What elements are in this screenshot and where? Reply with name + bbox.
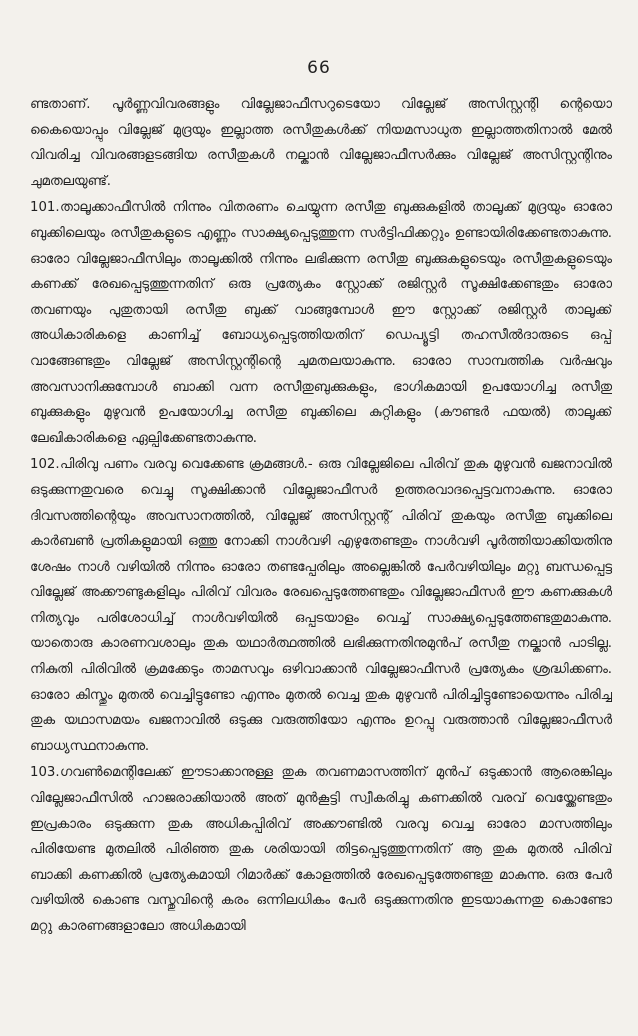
paragraph-101	[30, 195, 612, 451]
page-number: 66	[307, 58, 331, 78]
paragraph-number: 103.	[30, 765, 60, 781]
paragraph-number: 101.	[30, 200, 60, 216]
page-body	[30, 92, 612, 1026]
paragraph-103	[30, 760, 612, 939]
paragraph-text: ണ്ടതാണ്. പൂർണ്ണവിവരങ്ങളും വില്ലേജാഫീസറുടെയോ വില്ലേജ് അസിസ്റ്റന്റി ന്റെയൊ കൈയൊപ്പും വില്ലേജ് മുദ്രയും ഇല്ലാത്ത രസീതുകൾക്ക് നിയമസാധുത ഇല്ലാത്തതിനാൽ മേൽ വിവരിച്ച വിവരങ്ങളടങ്ങിയ രസീതുകൾ നല്കാൻ വില്ലേജാഫീസർക്കും വില്ലേജ് അസിസ്റ്റന്റിനും ചുമതലയുണ്ട്.	[30, 97, 612, 189]
paragraph-text: പിരിവു പണം വരവു വെക്കേണ്ട ക്രമങ്ങൾ.- ഒരു വില്ലേജിലെ പിരിവ് തുക മുഴുവൻ ഖജനാവിൽ ഒടുക്കുന്നതുവരെ വെച്ചു സൂക്ഷിക്കാൻ വില്ലേജാഫീസർ ഉത്തരവാദപ്പെട്ടവനാകുന്നു. ഓരോ ദിവസത്തിന്റെയും അവസാനത്തിൽ, വില്ലേജ് അസിസ്റ്റന്റ് പിരിവ് തുകയും രസീതു ബുക്കിലെ കാർബൺ പ്രതികളുമായി ഒത്തു നോക്കി നാൾവഴി എഴുതേണ്ടതും നാൾവഴി പൂർത്തിയാക്കിയതിനു ശേഷം നാൾ വഴിയിൽ നിന്നും ഓരോ തണ്ടപ്പേരിലും അല്ലെങ്കിൽ പേർവഴിയിലും മറ്റു ബന്ധപ്പെട്ട വില്ലേജ് അക്കൗണ്ടുകളിലും പിരിവ് വിവരം രേഖപ്പെടുത്തേണ്ടതും വില്ലേജാഫീസർ ഈ കണക്കുകൾ നിത്യവും പരിശോധിച്ച് നാൾവഴിയിൽ ഒപ്പടയാളം വെച്ച് സാക്ഷ്യപ്പെടുത്തേണ്ടതുമാകുന്നു. യാതൊരു കാരണവശാലും തുക യഥാർത്ഥത്തിൽ ലഭിക്കുന്നതിനുമുൻപ് രസീതു നല്കാൻ പാടില്ല. നികുതി പിരിവിൽ ക്രമക്കേടും താമസവും ഒഴിവാക്കാൻ വില്ലേജാഫീസർ പ്രത്യേകം ശ്രദ്ധിക്കണം. ഓരോ കിസ്തും മുതൽ വെച്ചിട്ടുണ്ടോ എന്നും മുതൽ വെച്ച തുക മുഴുവൻ പിരിച്ചിട്ടുണ്ടോയെന്നും പിരിച്ച തുക യഥാസമയം ഖജനാവിൽ ഒടുക്കു വരുത്തിയോ എന്നും ഉറപ്പു വരുത്താൻ വില്ലേജാഫീസർ ബാധ്യസ്ഥനാകുന്നു.	[30, 457, 612, 754]
paragraph-text: താലൂക്കാഫീസിൽ നിന്നും വിതരണം ചെയ്യുന്ന രസീതു ബുക്കുകളിൽ താലൂക്ക് മുദ്രയും ഓരോ ബുക്കിലെയും രസീതുകളുടെ എണ്ണം സാക്ഷ്യപ്പെടുത്തുന്ന സർട്ടിഫിക്കറ്റും ഉണ്ടായിരിക്കേണ്ടതാകുന്നു. ഓരോ വില്ലേജാഫീസിലും താലൂക്കിൽ നിന്നും ലഭിക്കുന്ന രസീതു ബുക്കുകളുടെയും രസീതുകളുടെയും കണക്ക് രേഖപ്പെടുത്തുന്നതിന് ഒരു പ്രത്യേകം സ്റ്റോക്ക് രജിസ്റ്റർ സൂക്ഷിക്കേണ്ടതും ഓരോ തവണയും പുതുതായി രസീതു ബുക്ക് വാങ്ങുമ്പോൾ ഈ സ്റ്റോക്ക് രജിസ്റ്റർ താലൂക്ക് അധികാരികളെ കാണിച്ച് ബോധ്യപ്പെടുത്തിയതിന് ഡെപ്യൂട്ടി തഹസീൽദാരുടെ ഒപ്പ് വാങ്ങേണ്ടതും വില്ലേജ് അസിസ്റ്റന്റിന്റെ ചുമതലയാകുന്നു. ഓരോ സാമ്പത്തിക വർഷവും അവസാനിക്കുമ്പോൾ ബാക്കി വന്ന രസീതുബുക്കുകളും, ഭാഗികമായി ഉപയോഗിച്ച രസീതു ബുക്കുകളും മുഴുവൻ ഉപയോഗിച്ച രസീതു ബുക്കിലെ കുറ്റികളും (കൗണ്ടർ ഫയൽ) താലൂക്ക് ലേഖികാരികളെ ഏല്പിക്കേണ്ടതാകുന്നു.	[30, 200, 612, 446]
paragraph-number: 102.	[30, 457, 60, 473]
paragraph-continuation	[30, 92, 612, 194]
paragraph-text: ഗവൺമെന്റിലേക്ക് ഈടാക്കാനുള്ള തുക തവണമാസത്തിന് മുൻപ് ഒടുക്കാൻ ആരെങ്കിലും വില്ലേജാഫീസിൽ ഹാജരാക്കിയാൽ അത് മുൻകൂട്ടി സ്വീകരിച്ചു കണക്കിൽ വരവ് വെയ്ക്കേണ്ടതും ഇപ്രകാരം ഒടുക്കുന്ന തുക അധികപ്പിരിവ് അക്കൗണ്ടിൽ വരവു വെച്ച ഓരോ മാസത്തിലും പിരിയേണ്ട മുതലിൽ പിരിഞ്ഞ തുക ശരിയായി തിട്ടപ്പെടുത്തുന്നതിന് ആ തുക മുതൽ പിരിവ് ബാക്കി കണക്കിൽ പ്രത്യേകമായി റിമാർക്ക് കോളത്തിൽ രേഖപ്പെടുത്തേണ്ടതു മാകുന്നു. ഒരു പേർ വഴിയിൽ കൊണ്ട വസ്തുവിന്റെ കരം ഒന്നിലധികം പേർ ഒടുക്കുന്നതിനു ഇടയാകുന്നതു കൊണ്ടോ മറ്റു കാരണങ്ങളാലോ അധികമായി	[30, 765, 612, 934]
paragraph-102	[30, 452, 612, 759]
